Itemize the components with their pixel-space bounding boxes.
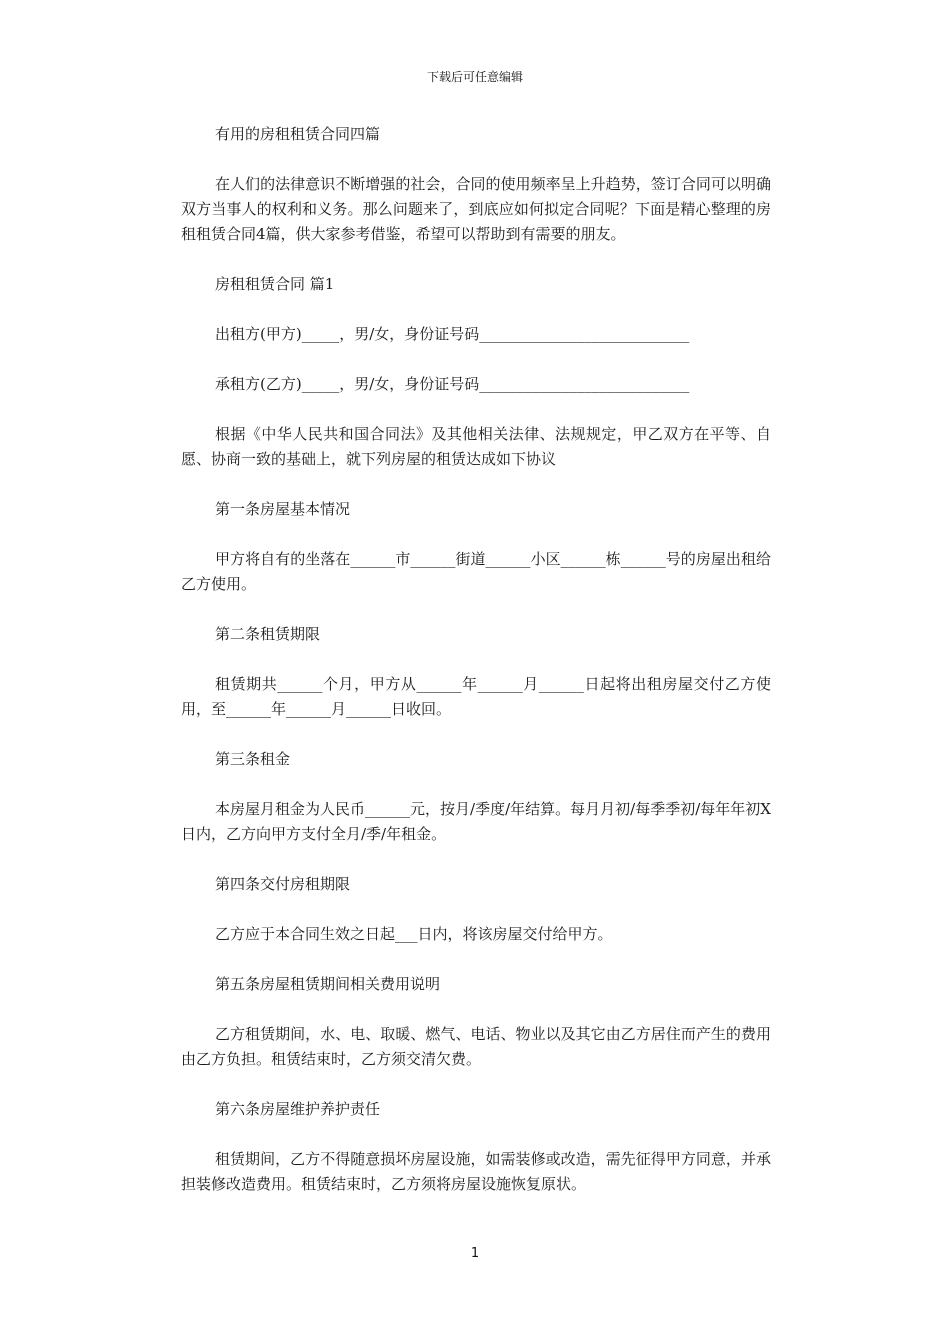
section-heading: 房租租赁合同 篇1: [215, 275, 335, 293]
page-header: 下载后可任意编辑: [426, 70, 523, 84]
article-paragraph: 租赁期间，乙方不得随意损坏房屋设施，如需装修或改造，需先征得甲方同意，并承担装修改造费用。租赁结束时，乙方须将房屋设施恢复原状。: [181, 1150, 771, 1193]
page-number: 1: [470, 1246, 480, 1261]
article-heading: 第五条房屋租赁期间相关费用说明: [215, 975, 441, 993]
intro-paragraph: 在人们的法律意识不断增强的社会，合同的使用频率呈上升趋势，签订合同可以明确双方当事人的权利和义务。那么问题来了，到底应如何拟定合同呢？下面是精心整理的房租租赁合同4篇，供大家参考借鉴，希望可以帮助到有需要的朋友。: [181, 175, 771, 243]
article-paragraph: 本房屋月租金为人民币______元，按月/季度/年结算。每月月初/每季季初/每年年初X日内，乙方向甲方支付全月/季/年租金。: [181, 800, 771, 843]
article-paragraph: 甲方将自有的坐落在______市______街道______小区______栋______号的房屋出租给乙方使用。: [181, 550, 771, 593]
lessor-line: 出租方(甲方)_____，男/女，身份证号码____________________________: [215, 325, 690, 343]
article-heading: 第二条租赁期限: [215, 625, 321, 643]
lessee-line: 承租方(乙方)_____，男/女，身份证号码____________________________: [215, 375, 690, 393]
article-paragraph: 租赁期共______个月，甲方从______年______月______日起将出租房屋交付乙方使用，至______年______月______日收回。: [181, 675, 771, 718]
legal-basis-paragraph: 根据《中华人民共和国合同法》及其他相关法律、法规规定，甲乙双方在平等、自愿、协商一致的基础上，就下列房屋的租赁达成如下协议: [181, 425, 771, 468]
article-heading: 第三条租金: [215, 750, 291, 768]
document-body: [181, 122, 771, 1197]
article-heading: 第一条房屋基本情况: [215, 500, 351, 518]
article-heading: 第四条交付房租期限: [215, 875, 351, 893]
article-paragraph: 乙方租赁期间，水、电、取暖、燃气、电话、物业以及其它由乙方居住而产生的费用由乙方负担。租赁结束时，乙方须交清欠费。: [181, 1025, 771, 1068]
article-heading: 第六条房屋维护养护责任: [215, 1100, 381, 1118]
article-paragraph: 乙方应于本合同生效之日起___日内，将该房屋交付给甲方。: [215, 925, 613, 943]
document-title: 有用的房租租赁合同四篇: [215, 125, 381, 143]
